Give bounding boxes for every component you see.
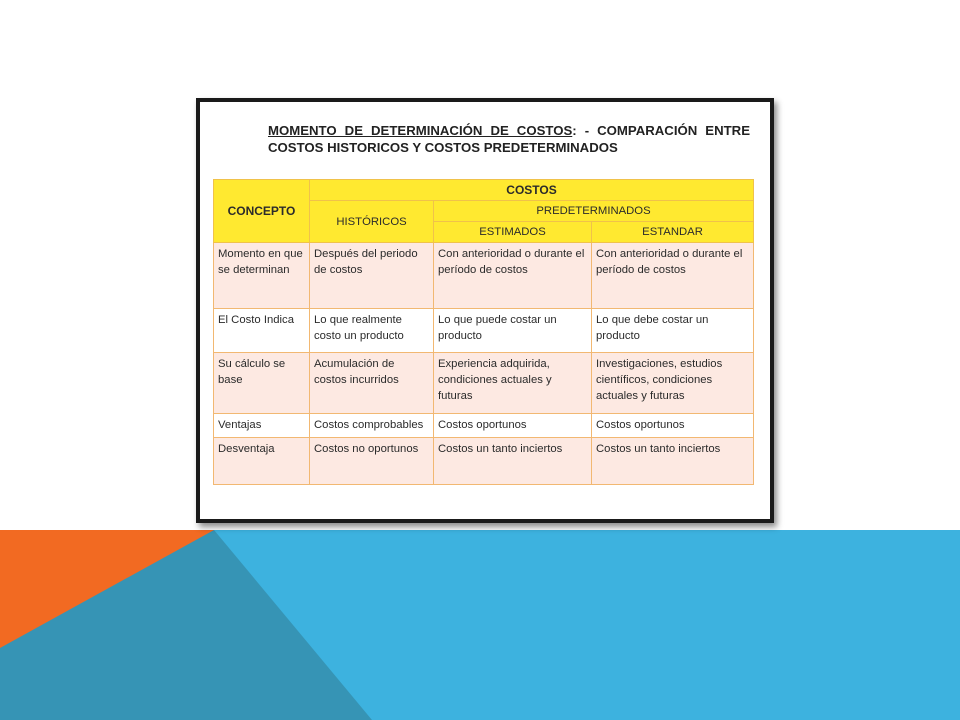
- header-predeterminados: PREDETERMINADOS: [434, 201, 754, 222]
- title-underlined-part: MOMENTO DE DETERMINACIÓN DE COSTOS: [268, 123, 573, 138]
- title-rest-part: : - COMPARACIÓN ENTRE COSTOS HISTORICOS Y COSTOS PREDETERMINADOS: [268, 123, 751, 155]
- table-row: [214, 438, 754, 485]
- cell-historicos: Acumulación de costos incurridos: [310, 353, 434, 414]
- header-historicos: HISTÓRICOS: [310, 201, 434, 243]
- table-row: [214, 243, 754, 309]
- header-estimados: ESTIMADOS: [434, 222, 592, 243]
- cell-estandar: Con anterioridad o durante el período de costos: [592, 243, 754, 309]
- cell-historicos: Lo que realmente costo un producto: [310, 309, 434, 353]
- header-row-1: [214, 180, 754, 201]
- table-row: [214, 309, 754, 353]
- document-sheet: [200, 102, 770, 519]
- cell-historicos: Costos comprobables: [310, 414, 434, 438]
- cell-estimados: Costos oportunos: [434, 414, 592, 438]
- background-shapes: [0, 530, 960, 720]
- cell-estimados: Con anterioridad o durante el período de costos: [434, 243, 592, 309]
- cell-concept: El Costo Indica: [214, 309, 310, 353]
- cell-concept: Su cálculo se base: [214, 353, 310, 414]
- header-costos: COSTOS: [310, 180, 754, 201]
- costs-comparison-table: [213, 179, 754, 485]
- cell-concept: Momento en que se determinan: [214, 243, 310, 309]
- cell-estimados: Costos un tanto inciertos: [434, 438, 592, 485]
- cell-concept: Desventaja: [214, 438, 310, 485]
- cell-concept: Ventajas: [214, 414, 310, 438]
- header-concepto: CONCEPTO: [214, 180, 310, 243]
- cell-estimados: Experiencia adquirida, condiciones actuales y futuras: [434, 353, 592, 414]
- image-frame: [196, 98, 774, 523]
- cell-historicos: Costos no oportunos: [310, 438, 434, 485]
- cell-estandar: Lo que debe costar un producto: [592, 309, 754, 353]
- slide-background-band: [0, 530, 960, 720]
- cell-estandar: Costos oportunos: [592, 414, 754, 438]
- cell-historicos: Después del periodo de costos: [310, 243, 434, 309]
- cell-estandar: Costos un tanto inciertos: [592, 438, 754, 485]
- cell-estimados: Lo que puede costar un producto: [434, 309, 592, 353]
- header-estandar: ESTANDAR: [592, 222, 754, 243]
- cell-estandar: Investigaciones, estudios científicos, condiciones actuales y futuras: [592, 353, 754, 414]
- document-title: [268, 122, 750, 156]
- table-row: [214, 414, 754, 438]
- table-row: [214, 353, 754, 414]
